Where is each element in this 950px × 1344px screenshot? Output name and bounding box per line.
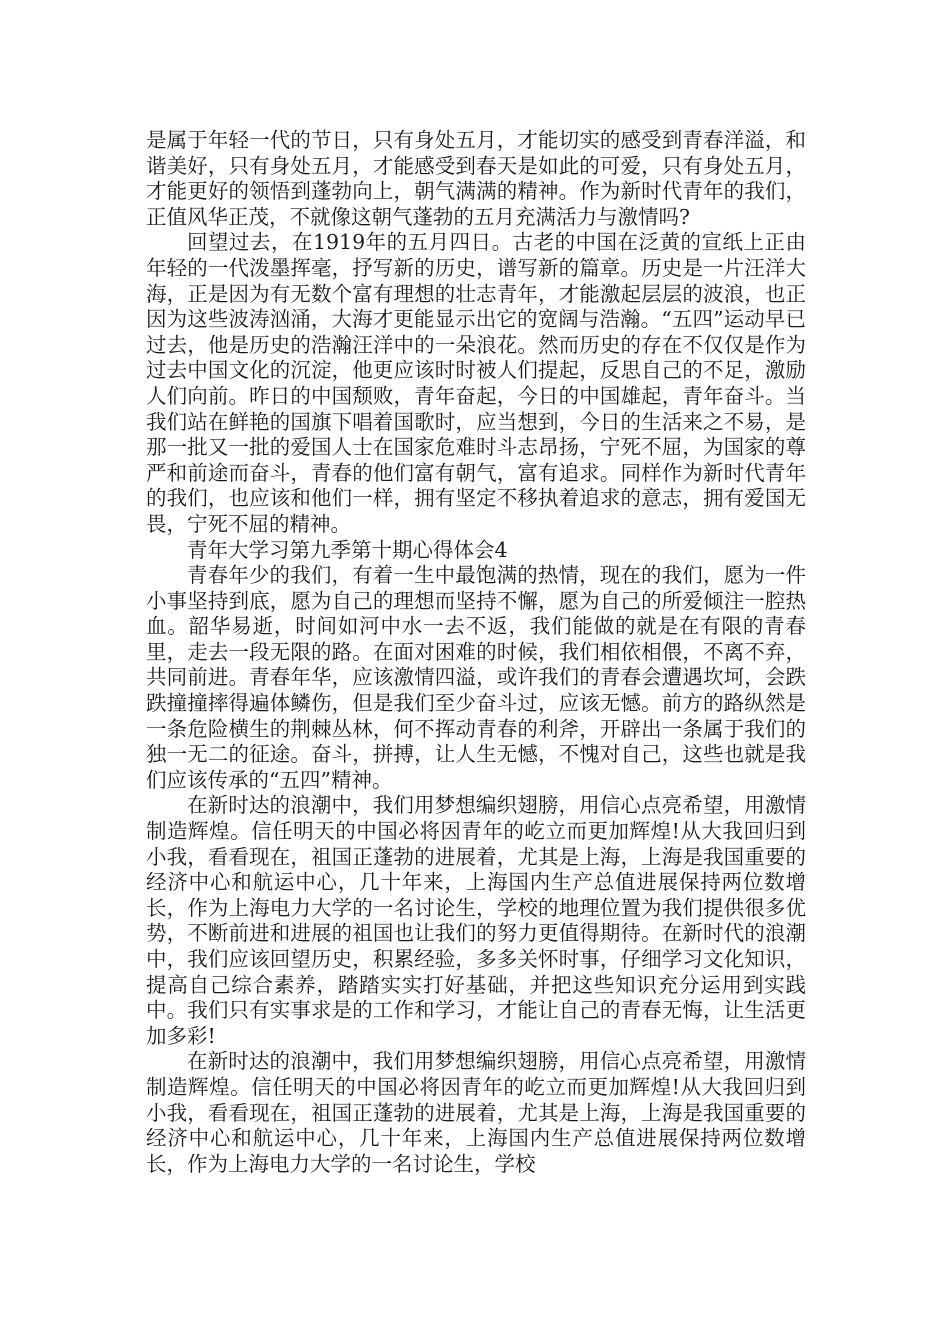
paragraph-continuation: 是属于年轻一代的节日，只有身处五月，才能切实的感受到青春洋溢，和谐美好，只有身处五月，才能感受到春天是如此的可爱，只有身处五月，才能更好的领悟到蓬勃向上，朝气满满的精神。作为新时代青年的我们，正值风华正茂，不就像这朝气蓬勃的五月充满活力与激情吗? <box>146 128 806 229</box>
document-page <box>146 128 806 1177</box>
paragraph-new-era: 在新时达的浪潮中，我们用梦想编织翅膀，用信心点亮希望，用激情制造辉煌。信任明天的中国必将因青年的屹立而更加辉煌!从大我回归到小我，看看现在，祖国正蓬勃的进展着，尤其是上海，上海是我国重要的经济中心和航运中心，几十年来，上海国内生产总值进展保持两位数增长，作为上海电力大学的一名讨论生，学校的地理位置为我们提供很多优势，不断前进和进展的祖国也让我们的努力更值得期待。在新时代的浪潮中，我们应该回望历史，积累经验，多多关怀时事，仔细学习文化知识，提高自己综合素养，踏踏实实打好基础，并把这些知识充分运用到实践中。我们只有实事求是的工作和学习，才能让自己的青春无悔，让生活更加多彩! <box>146 793 806 1048</box>
paragraph-new-era-repeat: 在新时达的浪潮中，我们用梦想编织翅膀，用信心点亮希望，用激情制造辉煌。信任明天的中国必将因青年的屹立而更加辉煌!从大我回归到小我，看看现在，祖国正蓬勃的进展着，尤其是上海，上海是我国重要的经济中心和航运中心，几十年来，上海国内生产总值进展保持两位数增长，作为上海电力大学的一名讨论生，学校 <box>146 1049 806 1176</box>
paragraph-may-fourth-history: 回望过去，在1919年的五月四日。古老的中国在泛黄的宣纸上正由年轻的一代泼墨挥毫，抒写新的历史，谱写新的篇章。历史是一片汪洋大海，正是因为有无数个富有理想的壮志青年，才能激起层层的波浪，也正因为这些波涛汹涌，大海才更能显示出它的宽阔与浩瀚。“五四”运动早已过去，他是历史的浩瀚汪洋中的一朵浪花。然而历史的存在不仅仅是作为过去中国文化的沉淀，他更应该时时被人们提起，反思自己的不足，激励人们向前。昨日的中国颓败，青年奋起，今日的中国雄起，青年奋斗。当我们站在鲜艳的国旗下唱着国歌时，应当想到，今日的生活来之不易，是那一批又一批的爱国人士在国家危难时斗志昂扬，宁死不屈，为国家的尊严和前途而奋斗，青春的他们富有朝气，富有追求。同样作为新时代青年的我们，也应该和他们一样，拥有坚定不移执着追求的意志，拥有爱国无畏，宁死不屈的精神。 <box>146 230 806 536</box>
paragraph-youth: 青春年少的我们，有着一生中最饱满的热情，现在的我们，愿为一件小事坚持到底，愿为自己的理想而坚持不懈，愿为自己的所爱倾注一腔热血。韶华易逝，时间如河中水一去不返，我们能做的就是在有限的青春里，走去一段无限的路。在面对困难的时候，我们相依相偎，不离不弃，共同前进。青春年华，应该激情四溢，或许我们的青春会遭遇坎坷，会跌跌撞撞摔得遍体鳞伤，但是我们至少奋斗过，应该无憾。前方的路纵然是一条危险横生的荆棘丛林，何不挥动青春的利斧，开辟出一条属于我们的独一无二的征途。奋斗，拼搏，让人生无憾，不愧对自己，这些也就是我们应该传承的“五四”精神。 <box>146 563 806 792</box>
section-heading: 青年大学习第九季第十期心得体会4 <box>187 537 508 562</box>
